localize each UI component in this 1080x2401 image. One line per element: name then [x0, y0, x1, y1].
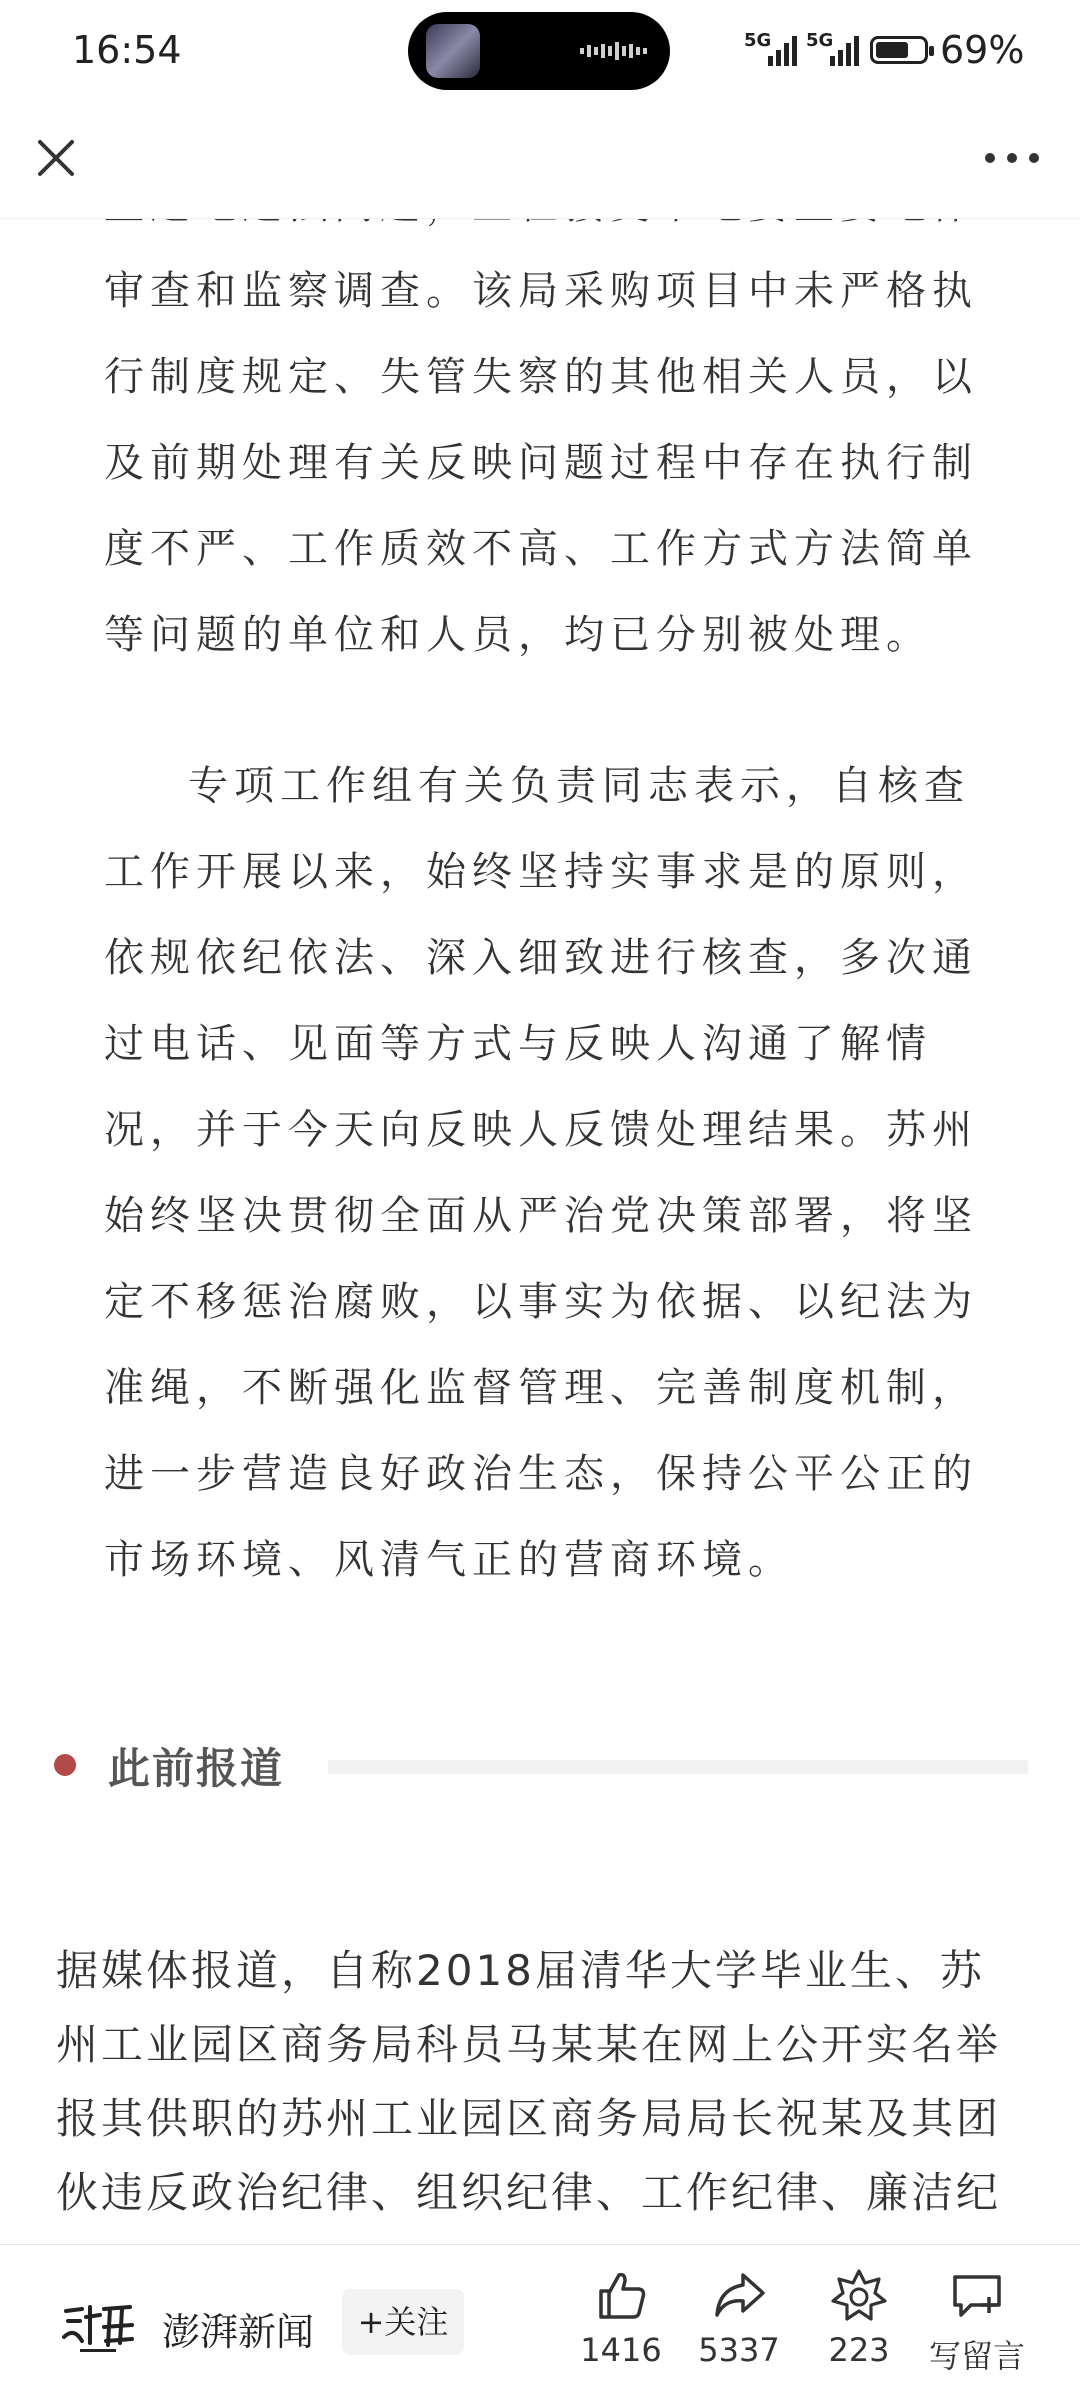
audio-wave-icon	[580, 42, 654, 60]
close-button[interactable]	[26, 128, 86, 188]
section-divider	[328, 1760, 1028, 1774]
comment-label: 写留言	[928, 2337, 1025, 2375]
signal-icon	[830, 34, 860, 66]
battery-percent: 69%	[940, 28, 1025, 72]
follow-button[interactable]: +关注	[342, 2289, 464, 2355]
share-count: 5337	[698, 2331, 780, 2369]
more-button[interactable]	[972, 128, 1052, 188]
comment-plus-icon	[949, 2267, 1005, 2323]
signal-icon	[768, 34, 798, 66]
favorite-button[interactable]	[804, 2267, 914, 2387]
article-body	[0, 218, 1080, 2238]
signal-label-2: 5G	[806, 30, 834, 51]
article-paragraph: 专项工作组有关负责同志表示，自核查工作开展以来，始终坚持实事求是的原则，依规依纪依法、深入细致进行核查，多次通过电话、见面等方式与反映人沟通了解情况，并于今天向反映人反馈处理结果。苏州始终坚决贯彻全面从严治党决策部署，将坚定不移惩治腐败，以事实为依据、以纪法为准绳，不断强化监督管理、完善制度机制，进一步营造良好政治生态，保持公平公正的市场环境、风清气正的营商环境。	[104, 763, 978, 1583]
section-header	[52, 1728, 1028, 1798]
bottom-action-bar	[0, 2244, 1080, 2401]
thumbs-up-icon	[593, 2267, 649, 2323]
section-title: 此前报道	[108, 1744, 285, 1793]
like-button[interactable]	[566, 2267, 676, 2387]
share-button[interactable]	[684, 2267, 794, 2387]
favorite-count: 223	[828, 2331, 890, 2369]
section-dot-icon	[54, 1754, 76, 1776]
dynamic-island[interactable]	[408, 12, 670, 90]
article-paragraph: 审查和监察调查。该局采购项目中未严格执行制度规定、失管失察的其他相关人员，以及前期处理有关反映问题过程中存在执行制度不严、工作质效不高、工作方式方法简单等问题的单位和人员，均已分别被处理。	[104, 268, 978, 658]
comment-button[interactable]	[922, 2267, 1032, 2387]
media-thumbnail	[426, 24, 480, 78]
battery-icon	[870, 36, 928, 64]
star-emblem-icon	[831, 2267, 887, 2323]
source-name[interactable]: 澎湃新闻	[162, 2310, 315, 2354]
thepaper-logo-icon	[60, 2297, 136, 2357]
article-paragraph: 据媒体报道，自称2018届清华大学毕业生、苏州工业园区商务局科员马某某在网上公开实名举报其供职的苏州工业园区商务局局长祝某及其团伙违反政治纪律、组织纪律、工作纪律、廉洁纪	[56, 1946, 1002, 2217]
status-bar	[0, 0, 1080, 100]
signal-label-1: 5G	[744, 30, 772, 51]
close-icon	[26, 128, 86, 188]
status-time: 16:54	[72, 28, 182, 72]
like-count: 1416	[580, 2331, 662, 2369]
share-icon	[711, 2267, 767, 2323]
top-nav-bar	[0, 100, 1080, 219]
more-icon	[972, 128, 1052, 188]
